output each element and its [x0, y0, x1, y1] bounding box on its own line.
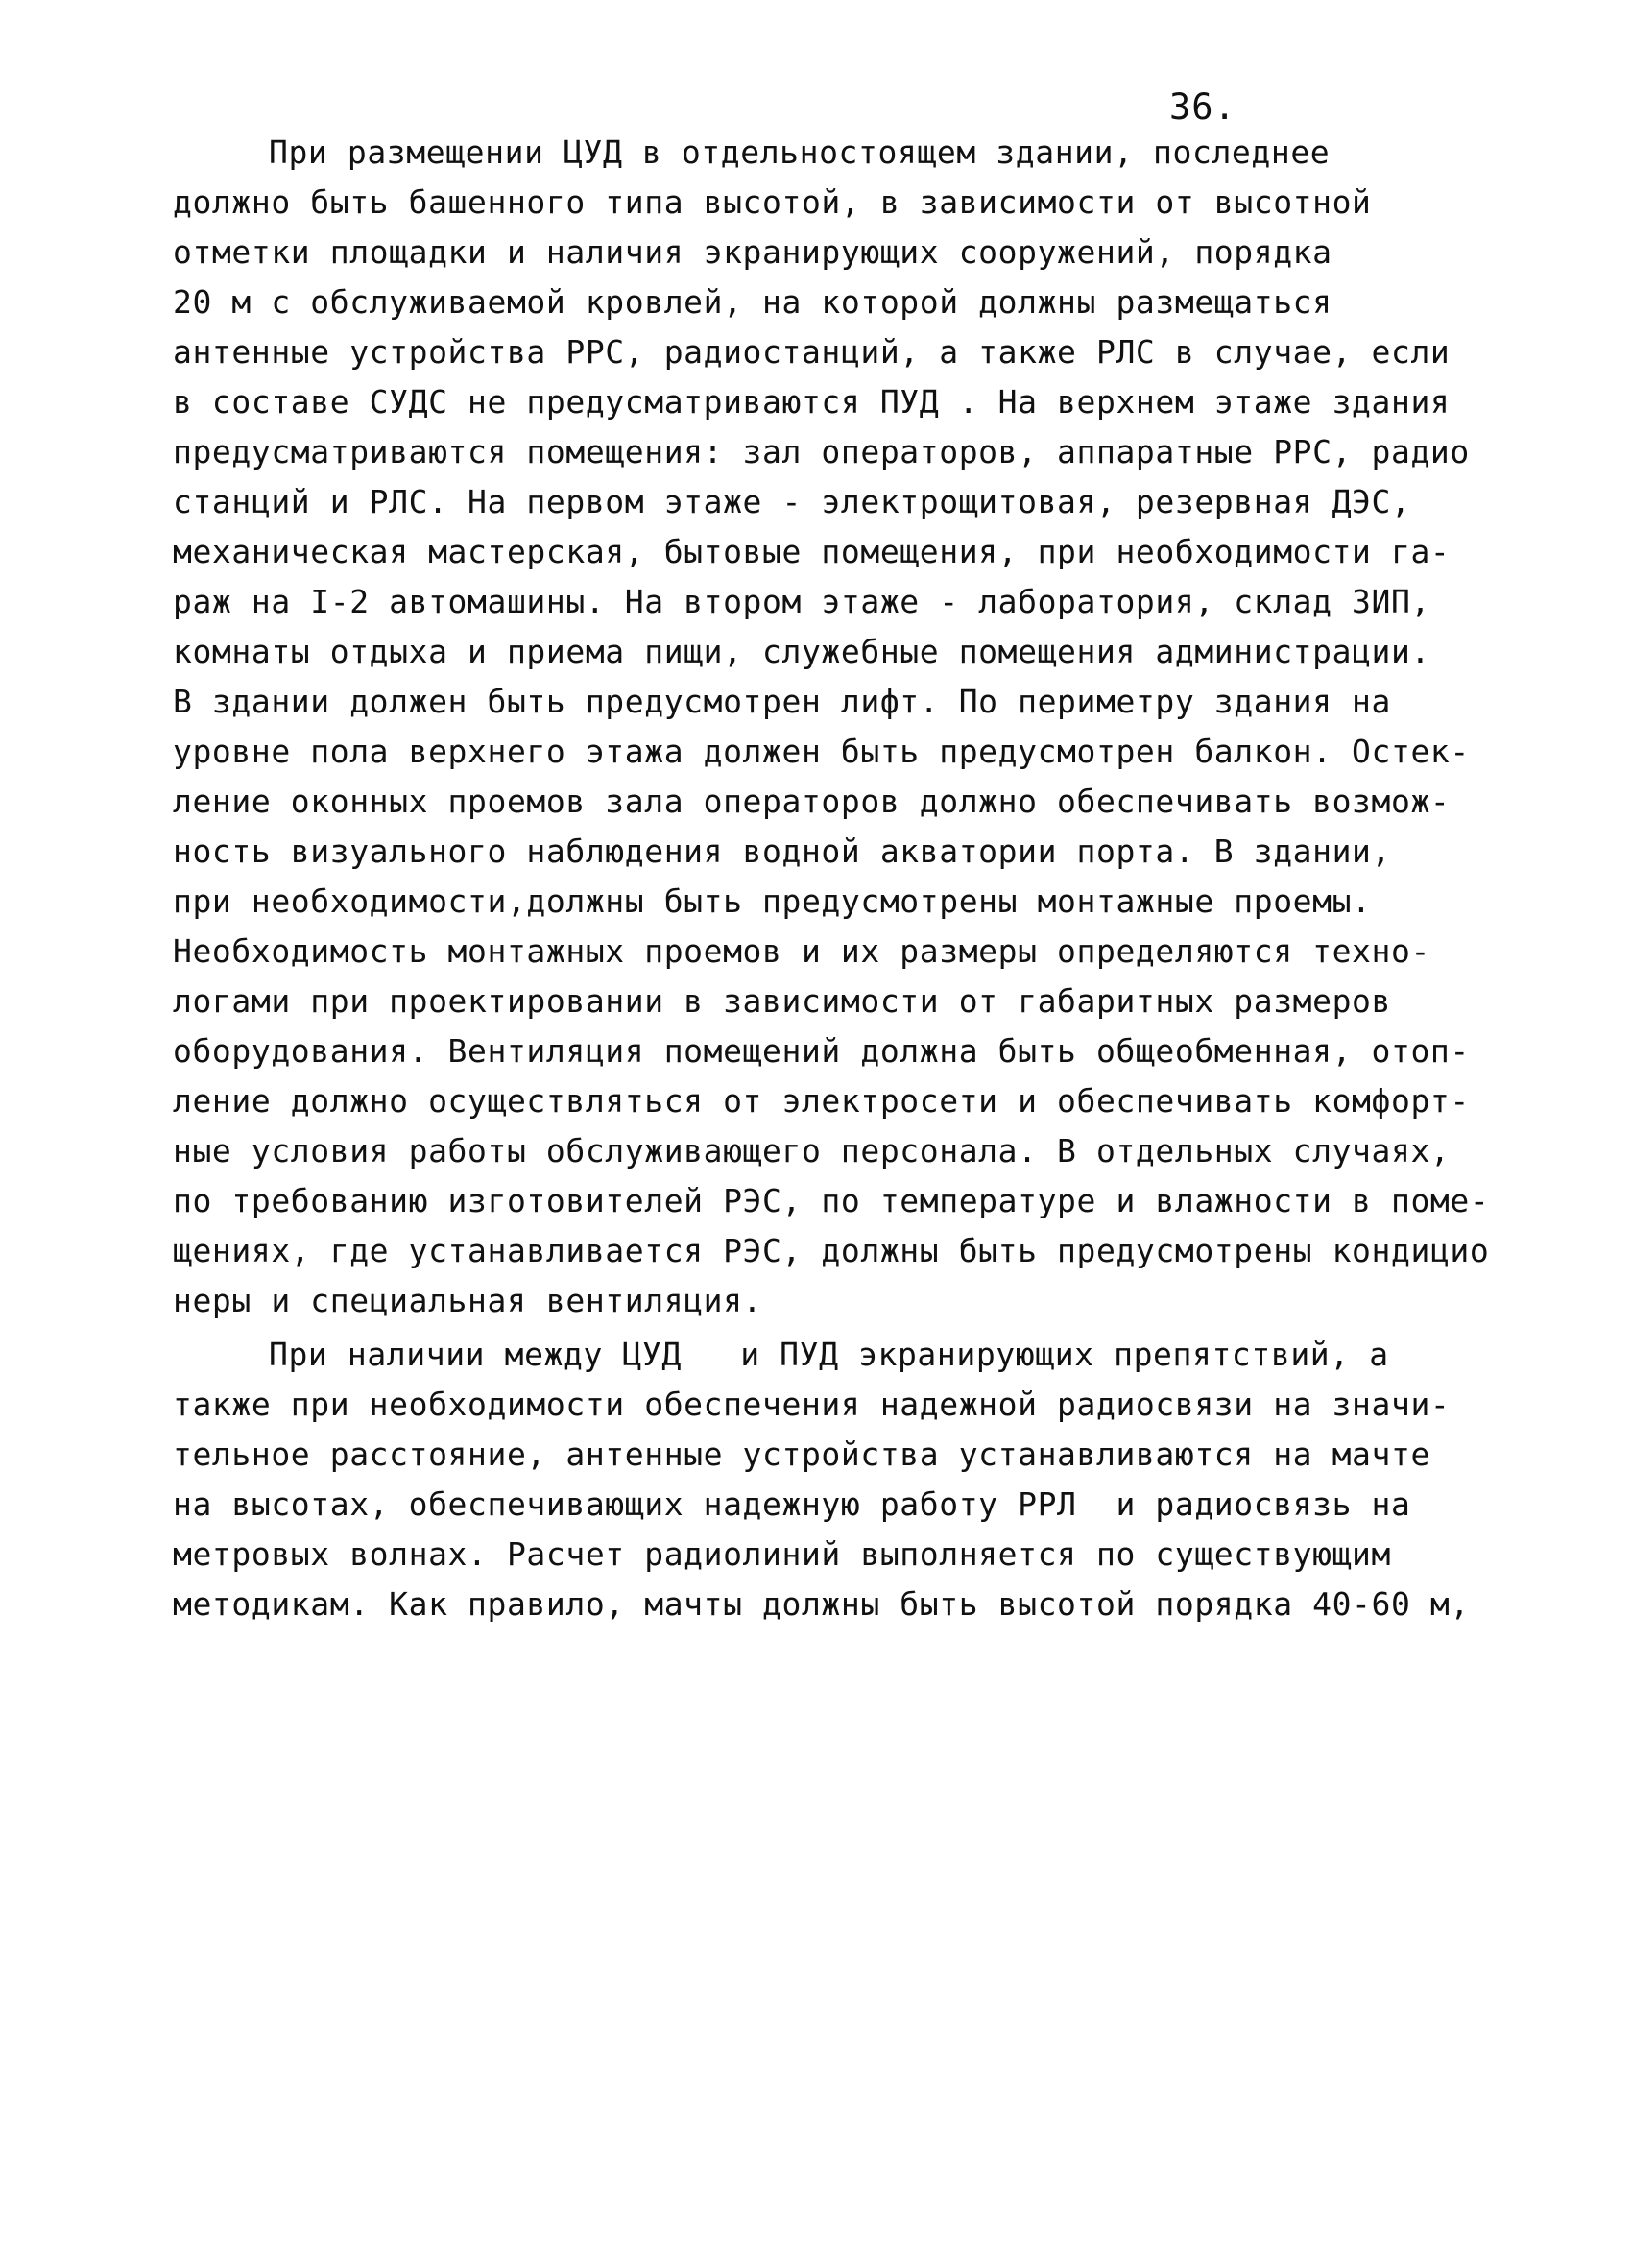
- text-line: предусматриваются помещения: зал операторов, аппаратные РРС, радио: [173, 433, 1470, 470]
- text-line: уровне пола верхнего этажа должен быть предусмотрен балкон. Остек-: [173, 733, 1470, 770]
- text-line: методикам. Как правило, мачты должны быть высотой порядка 40-60 м,: [173, 1585, 1470, 1623]
- text-line: отметки площадки и наличия экранирующих сооружений, порядка: [173, 233, 1332, 271]
- text-line: станций и РЛС. На первом этаже - электрощитовая, резервная ДЭС,: [173, 483, 1411, 520]
- text-line: метровых волнах. Расчет радиолиний выполняется по существующим: [173, 1535, 1391, 1573]
- text-line: Необходимость монтажных проемов и их размеры определяются техно-: [173, 932, 1430, 970]
- text-line: При размещении ЦУД в отдельностоящем здании, последнее: [269, 133, 1331, 171]
- text-line: в составе СУДС не предусматриваются ПУД . На верхнем этаже здания: [173, 383, 1451, 421]
- page-number: 36.: [1169, 86, 1236, 128]
- text-line: 20 м с обслуживаемой кровлей, на которой должны размещаться: [173, 283, 1332, 321]
- text-line: щениях, где устанавливается РЭС, должны быть предусмотрены кондицио: [173, 1232, 1490, 1269]
- text-line: неры и специальная вентиляция.: [173, 1282, 763, 1319]
- text-line: по требованию изготовителей РЭС, по температуре и влажности в поме-: [173, 1182, 1490, 1219]
- text-line: ление оконных проемов зала операторов должно обеспечивать возмож-: [173, 783, 1451, 820]
- text-line: логами при проектировании в зависимости от габаритных размеров: [173, 982, 1391, 1020]
- text-line: также при необходимости обеспечения надежной радиосвязи на значи-: [173, 1386, 1451, 1423]
- text-line: ление должно осуществляться от электросети и обеспечивать комфорт-: [173, 1082, 1470, 1120]
- text-line: ность визуального наблюдения водной акватории порта. В здании,: [173, 832, 1391, 870]
- text-line: При наличии между ЦУД и ПУД экранирующих препятствий, а: [269, 1336, 1389, 1373]
- text-line: раж на I-2 автомашины. На втором этаже - лаборатория, склад ЗИП,: [173, 583, 1430, 620]
- text-line: механическая мастерская, бытовые помещения, при необходимости га-: [173, 533, 1451, 570]
- text-line: ные условия работы обслуживающего персонала. В отдельных случаях,: [173, 1132, 1451, 1170]
- text-line: В здании должен быть предусмотрен лифт. По периметру здания на: [173, 683, 1391, 720]
- text-line: должно быть башенного типа высотой, в зависимости от высотной: [173, 183, 1372, 221]
- text-line: при необходимости,должны быть предусмотрены монтажные проемы.: [173, 882, 1372, 920]
- text-line: оборудования. Вентиляция помещений должна быть общеобменная, отоп-: [173, 1032, 1470, 1070]
- text-line: антенные устройства РРС, радиостанций, а также РЛС в случае, если: [173, 333, 1451, 371]
- text-line: на высотах, обеспечивающих надежную работу РРЛ и радиосвязь на: [173, 1485, 1411, 1523]
- text-line: комнаты отдыха и приема пищи, служебные помещения администрации.: [173, 633, 1430, 670]
- text-line: тельное расстояние, антенные устройства устанавливаются на мачте: [173, 1436, 1430, 1473]
